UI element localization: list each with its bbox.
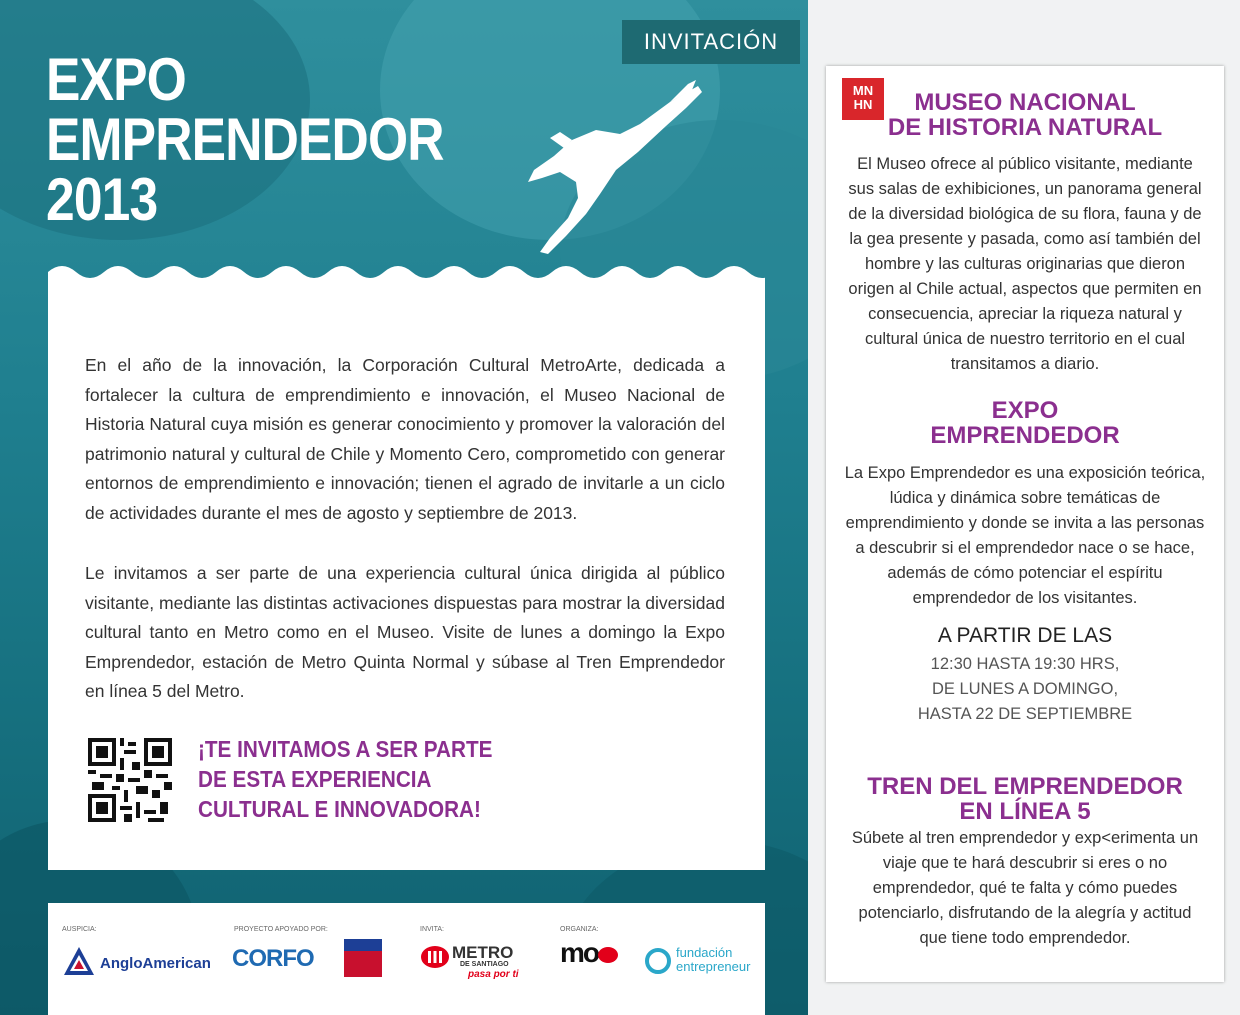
museum-logo-text: MN HN: [852, 83, 874, 112]
sponsor-label: AUSPICIA:: [62, 926, 97, 933]
info-panel: [808, 0, 1240, 1015]
train-description: Súbete al tren emprendedor y exp<erimenta un viaje que te hará descubrir si eres o no emprendedor, qué te falta y cómo puedes potenciarlo, disfrutando de la alegría y actitud que tiene todo emprendedor.: [851, 829, 1199, 947]
sponsor-label: PROYECTO APOYADO POR:: [234, 926, 328, 933]
metro-logo-tagline: pasa por ti: [468, 969, 519, 980]
metro-logo-subtext: DE SANTIAGO: [460, 961, 509, 968]
cta-line: CULTURAL E INNOVADORA!: [198, 796, 481, 822]
sponsor-label: INVITA:: [420, 926, 444, 933]
diver-illustration: [520, 78, 710, 258]
fundacion-logo-text: fundación: [676, 945, 733, 960]
fundacion-logo-icon: [644, 947, 672, 975]
expo-title-line: EMPRENDEDOR: [930, 422, 1120, 449]
museum-title-line: MUSEO NACIONAL: [914, 89, 1136, 116]
cta-line: DE ESTA EXPERIENCIA: [198, 766, 432, 792]
schedule-line: DE LUNES A DOMINGO,: [931, 680, 1119, 698]
schedule-line: 12:30 HASTA 19:30 HRS,: [930, 655, 1120, 673]
fundacion-logo-text: entrepreneur: [676, 959, 751, 974]
museum-description: El Museo ofrece al público visitante, mediante sus salas de exhibiciones, un panorama general de la diversidad biológica de su flora, fauna y de la gea presente y pasada, como así también del hombre y las culturas originarias que dieron origen al Chile actual, aspectos que permiten en consecuencia, apreciar la riqueza natural y cultural única de nuestro territorio en el cual transitamos a diario.: [848, 155, 1202, 373]
sponsor-label: ORGANIZA:: [560, 926, 599, 933]
schedule-lines: [826, 652, 1224, 727]
train-title: [826, 774, 1224, 824]
momento-cero-logo-text: mo: [560, 937, 598, 968]
museum-title: [826, 90, 1224, 140]
gobierno-logo-icon: [344, 939, 382, 977]
angloamerican-logo-text: AngloAmerican: [100, 955, 211, 972]
metro-logo-icon: [420, 945, 450, 969]
metro-logo-text: METRO: [452, 943, 514, 962]
expo-title: [826, 398, 1224, 448]
schedule-line: HASTA 22 DE SEPTIEMBRE: [917, 705, 1133, 723]
train-title-line: TREN DEL EMPRENDEDOR: [867, 773, 1183, 800]
momento-cero-logo-icon: [598, 947, 618, 963]
info-card: [826, 66, 1224, 982]
qr-code[interactable]: [88, 738, 172, 822]
event-title: [46, 46, 444, 233]
invitation-paragraph: Le invitamos a ser parte de una experiencia cultural única dirigida al público visitante, mediante las distintas activaciones dispuestas para mostrar la diversidad cultural tanto en Metro como en el Museo. Visite de lunes a domingo la Expo Emprendedor, estación de Metro Quinta Normal y súbase al Tren Emprendedor en línea 5 del Metro.: [85, 563, 725, 702]
invitation-badge: INVITACIÓN: [622, 20, 800, 64]
invitation-paragraph: En el año de la innovación, la Corporación Cultural MetroArte, dedicada a fortalecer la cultura de emprendimiento e innovación, el Museo Nacional de Historia Natural cuya misión es generar conocimiento y promover la valoración del patrimonio natural y cultural de Chile y Momento Cero, comprometido con generar entornos de emprendimiento e innovación; tienen el agrado de invitarle a un ciclo de actividades durante el mes de agosto y septiembre de 2013.: [85, 355, 725, 523]
train-title-line: EN LÍNEA 5: [959, 798, 1091, 825]
corfo-logo-text: CORFO: [232, 945, 314, 972]
angloamerican-logo-icon: [62, 945, 96, 979]
expo-description: La Expo Emprendedor es una exposición teórica, lúdica y dinámica sobre temáticas de emprendimiento y donde se invita a las personas a descubrir si el emprendedor nace o se hace, además de cómo potenciar el espíritu emprendedor de los visitantes.: [844, 464, 1206, 607]
call-to-action: [198, 734, 492, 824]
museum-title-line: DE HISTORIA NATURAL: [887, 114, 1163, 141]
title-line: 2013: [46, 166, 158, 233]
expo-title-line: EXPO: [991, 397, 1059, 424]
schedule-heading: A PARTIR DE LAS: [937, 624, 1113, 647]
title-line: EXPO: [46, 46, 186, 113]
title-line: EMPRENDEDOR: [46, 106, 444, 173]
invitation-card: [48, 278, 765, 870]
cta-line: ¡TE INVITAMOS A SER PARTE: [198, 736, 493, 762]
sponsors-bar: [48, 903, 765, 1015]
